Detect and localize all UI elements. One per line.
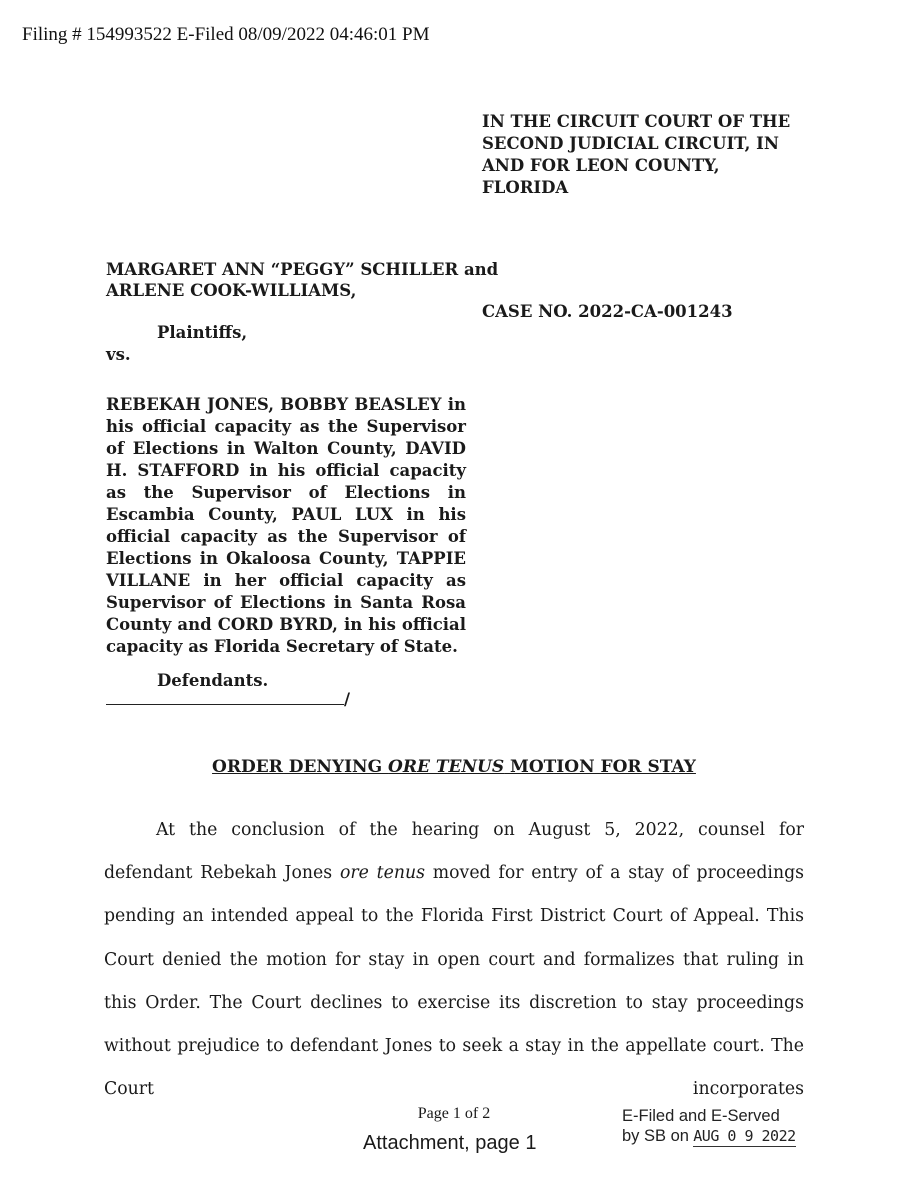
order-body-italic: ore tenus: [339, 863, 425, 884]
defendants-block: [106, 394, 466, 658]
court-caption-line: FLORIDA: [482, 178, 569, 197]
defendant-name: TAPPIE VILLANE: [106, 549, 466, 590]
filing-header: Filing # 154993522 E-Filed 08/09/2022 04:46:01 PM: [22, 24, 430, 45]
plaintiff-name-line: ARLENE COOK-WILLIAMS,: [106, 280, 357, 300]
order-title-pre: ORDER DENYING: [212, 757, 389, 777]
served-stamp: [622, 1106, 796, 1147]
plaintiff-name-line: MARGARET ANN “PEGGY” SCHILLER and: [106, 260, 499, 279]
plaintiffs-names: [106, 260, 526, 301]
defendant-name: DAVID H. STAFFORD: [106, 439, 466, 480]
defendant-capacity: in his official capacity as the Supervisor of Elections in Okaloosa County,: [106, 505, 466, 568]
order-title-italic: ORE TENUS: [388, 757, 505, 777]
court-caption-line: IN THE CIRCUIT COURT OF THE: [482, 112, 791, 131]
served-prefix: by SB on: [622, 1127, 689, 1145]
served-date: AUG 0 9 2022: [693, 1127, 796, 1145]
page-number: Page 1 of 2: [417, 1105, 491, 1122]
caption-end-line: [106, 690, 350, 709]
order-body-text: At the conclusion of the hearing on August 5, 2022, counsel for defendant Rebekah Jones: [104, 820, 804, 884]
caption-slash: /: [344, 690, 351, 709]
vs-label: vs.: [106, 345, 131, 364]
defendant-capacity: in his official capacity as the Supervisor of Elections in Escambia County,: [106, 461, 466, 524]
defendant-capacity: in her official capacity as Supervisor of Elections in Santa Rosa County and: [106, 571, 466, 634]
defendant-name: CORD BYRD: [217, 615, 333, 634]
served-stamp-line: [622, 1126, 796, 1147]
caption-rule: [106, 704, 344, 705]
served-stamp-line: E-Filed and E-Served: [622, 1107, 780, 1125]
defendant-name: REBEKAH JONES, BOBBY BEASLEY: [106, 395, 442, 414]
order-title: [0, 757, 908, 777]
order-body-paragraph: [104, 809, 804, 1111]
defendant-name: PAUL LUX: [291, 505, 393, 524]
attachment-label: Attachment, page 1: [363, 1132, 537, 1154]
case-number: CASE NO. 2022-CA-001243: [482, 302, 733, 321]
order-body-text: moved for entry of a stay of proceedings pending an intended appeal to the Florida First District Court of Appeal. This Court denied the motion for stay in open court and formalizes that ruling in this Order. The Court declines to exercise its discretion to stay proceedings without prejudice to defendant Jones to seek a stay in the appellate court. The Court incorporates: [104, 863, 805, 1100]
defendant-capacity: in his official capacity as the Supervisor of Elections in Walton County,: [106, 395, 466, 458]
court-caption-line: SECOND JUDICIAL CIRCUIT, IN: [482, 134, 779, 153]
court-caption: [482, 111, 812, 199]
defendant-capacity: , in his official capacity as Florida Secretary of State.: [106, 615, 467, 656]
plaintiffs-label: Plaintiffs,: [157, 323, 248, 342]
court-caption-line: AND FOR LEON COUNTY,: [482, 156, 720, 175]
order-title-post: MOTION FOR STAY: [504, 757, 696, 777]
defendants-label: Defendants.: [157, 671, 269, 690]
